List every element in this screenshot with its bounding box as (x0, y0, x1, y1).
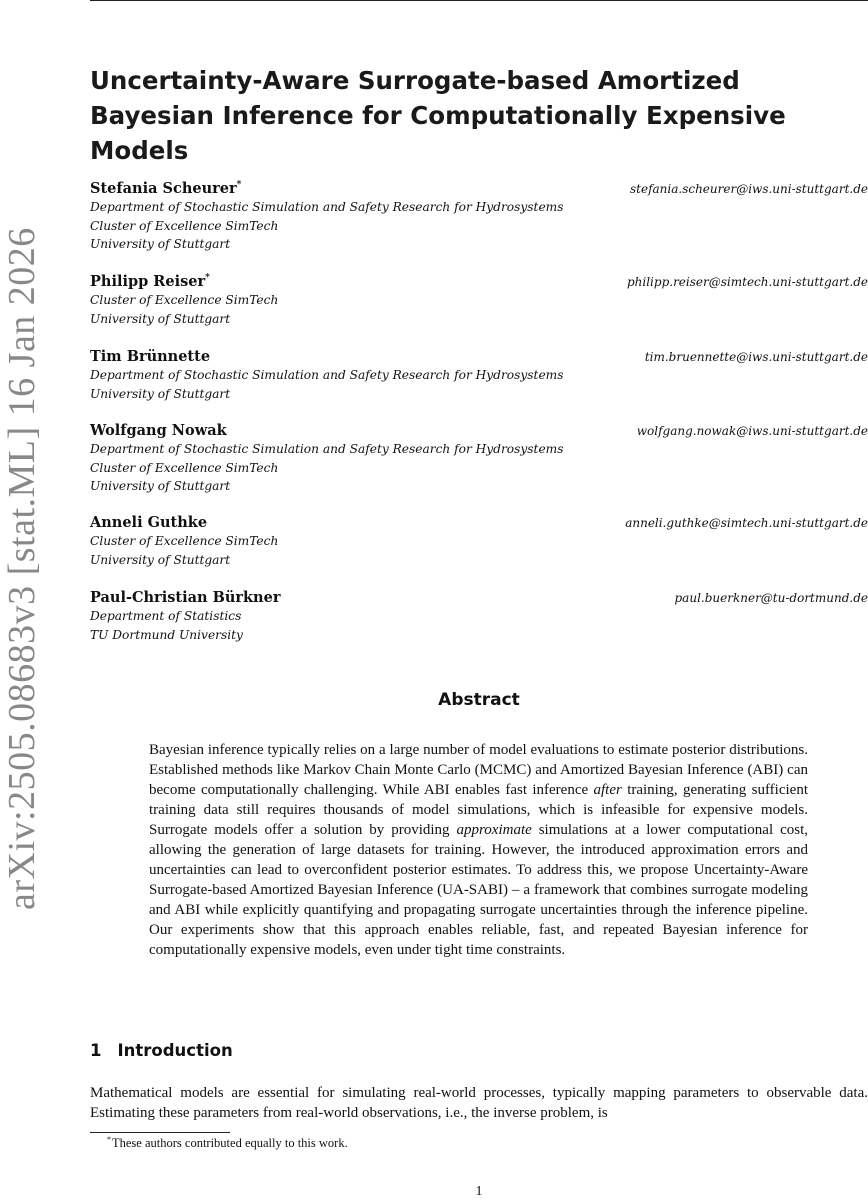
page-number: 1 (475, 1184, 483, 1199)
author-affiliation: University of Stuttgart (90, 311, 231, 326)
abstract-heading: Abstract (438, 690, 520, 710)
abstract-text: Bayesian inference typically relies on a large number of model evaluations to estimate posterior distributions. Established methods like Markov Chain Monte Carlo (MCMC) and Amortized Bayesian Inference (ABI) can become computationally challenging. While ABI enables fast inference after training, generating sufficient training data still requires thousands of model simulations, which is infeasible for expensive models. Surrogate models offer a solution by providing approximate simulations at a lower computational cost, allowing the generation of large datasets for training. However, the introduced approximation errors and uncertainties can lead to overconfident posterior estimates. To address this, we propose Uncertainty-Aware Surrogate-based Amortized Bayesian Inference (UA-SABI) – a framework that combines surrogate modeling and ABI while explicitly quantifying and propagating surrogate uncertainties through the inference pipeline. Our experiments show that this approach enables reliable, fast, and repeated Bayesian inference for computationally expensive models, even under tight time constraints. (149, 742, 808, 958)
author-name: Philipp Reiser* (90, 273, 210, 290)
author-email: anneli.guthke@simtech.uni-stuttgart.de (625, 516, 868, 530)
author-affiliation: Cluster of Excellence SimTech (90, 293, 279, 307)
author-name: Stefania Scheurer* (90, 180, 242, 197)
author-block (90, 589, 868, 644)
top-rule (90, 0, 868, 1)
author-block (90, 514, 868, 569)
author-email: philipp.reiser@simtech.uni-stuttgart.de (626, 275, 868, 289)
author-block (90, 422, 868, 496)
author-email: stefania.scheurer@iws.uni-stuttgart.de (629, 182, 868, 196)
author-name: Anneli Guthke (90, 514, 208, 531)
author-affiliation: University of Stuttgart (90, 552, 231, 567)
author-email: tim.bruennette@iws.uni-stuttgart.de (644, 350, 868, 364)
author-affiliation: Department of Stochastic Simulation and Safety Research for Hydrosystems (90, 200, 564, 214)
author-affiliation: Cluster of Excellence SimTech (90, 218, 279, 233)
paper-title: Uncertainty-Aware Surrogate-based Amortized Bayesian Inference for Computationally Expensive Models (90, 66, 786, 165)
author-affiliation: Department of Stochastic Simulation and Safety Research for Hydrosystems (90, 368, 564, 382)
author-affiliation: University of Stuttgart (90, 386, 231, 401)
author-affiliation: University of Stuttgart (90, 237, 231, 251)
author-affiliation: University of Stuttgart (90, 479, 231, 493)
author-email: paul.buerkner@tu-dortmund.de (674, 591, 868, 605)
author-name: Tim Brünnette (90, 348, 211, 365)
author-name: Paul-Christian Bürkner (90, 589, 281, 606)
author-affiliation: Department of Statistics (90, 609, 242, 623)
author-affiliation: Department of Stochastic Simulation and Safety Research for Hydrosystems (90, 442, 564, 456)
footnote: *These authors contributed equally to this work. (107, 1134, 348, 1150)
author-affiliation: TU Dortmund University (90, 627, 243, 642)
arxiv-identifier: arXiv:2505.08683v3 [stat.ML] 16 Jan 2026 (1, 227, 43, 910)
author-block (90, 180, 868, 254)
author-email: wolfgang.nowak@iws.uni-stuttgart.de (636, 424, 868, 438)
footnote-rule (90, 1132, 230, 1133)
author-affiliation: Cluster of Excellence SimTech (90, 534, 279, 548)
author-name: Wolfgang Nowak (90, 422, 227, 439)
section-heading-introduction: 1 Introduction (90, 1041, 233, 1060)
author-block (90, 348, 868, 403)
introduction-text: Mathematical models are essential for simulating real-world processes, typically mapping parameters to observable data. Estimating these parameters from real-world observations, i.e., the inverse problem, is (90, 1085, 868, 1121)
author-block (90, 273, 868, 328)
author-affiliation: Cluster of Excellence SimTech (90, 460, 279, 475)
